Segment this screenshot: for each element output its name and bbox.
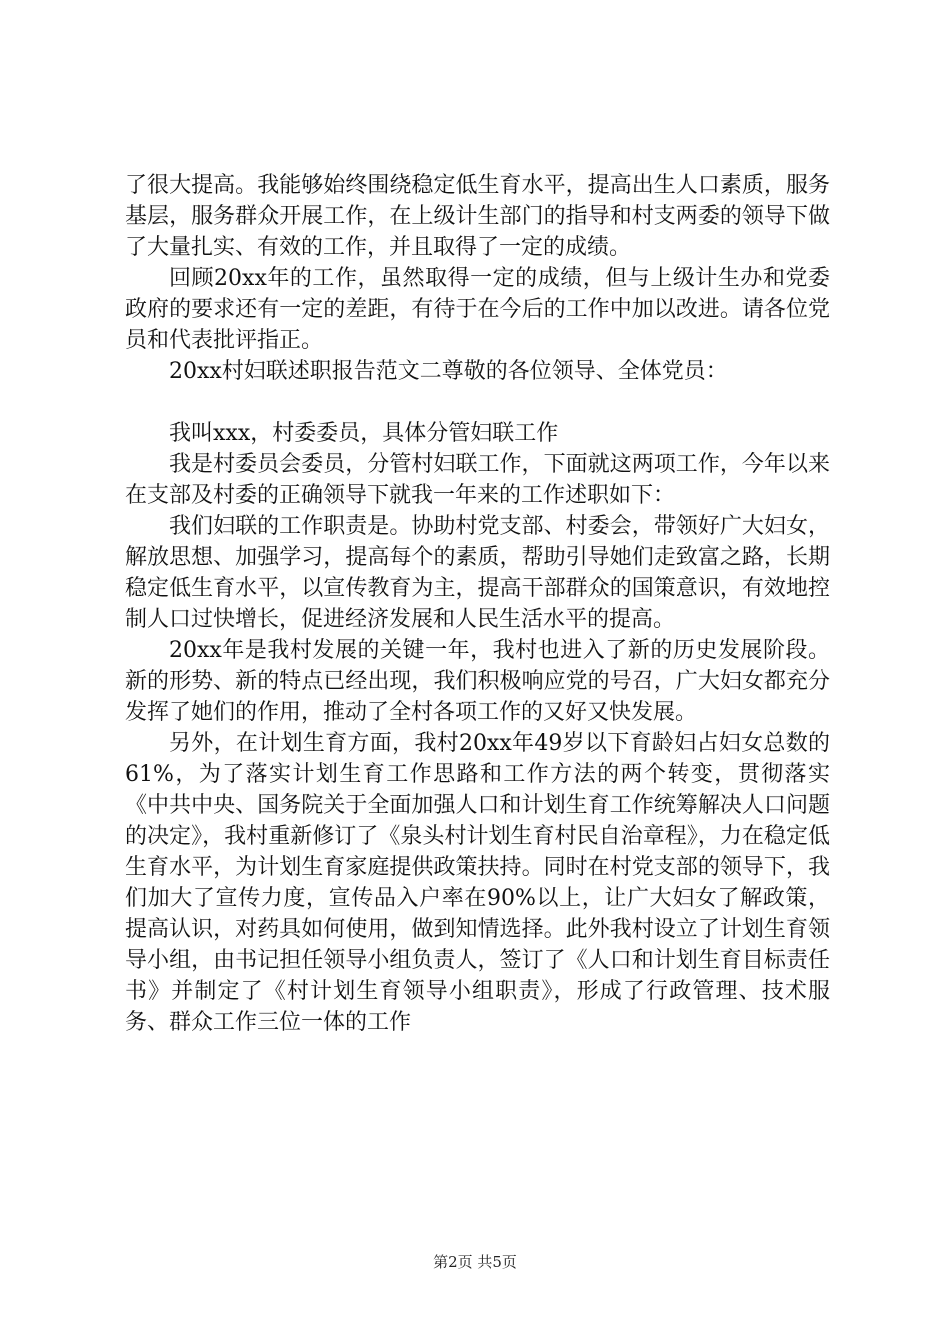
paragraph-self-intro: 我叫xxx，村委委员，具体分管妇联工作: [169, 421, 559, 446]
paragraph-family-planning: 另外，在计划生育方面，我村20xx年49岁以下育龄妇占妇女总数的61%，为了落实计划生育工作思路和工作方法的两个转变，贯彻落实《中共中央、国务院关于全面加强人口和计划生育工作统筹解决人口问题的决定》，我村重新修订了《泉头村计划生育村民自治章程》，力在稳定低生育水平，为计划生育家庭提供政策扶持。同时在村党支部的领导下，我们加大了宣传力度，宣传品入户率在90%以上，让广大妇女了解政策，提高认识，对药具如何使用，做到知情选择。此外我村设立了计划生育领导小组，由书记担任领导小组负责人，签订了《人口和计划生育目标责任书》并制定了《村计划生育领导小组职责》，形成了行政管理、技术服务、群众工作三位一体的工作: [125, 731, 830, 1035]
paragraph-duties: 我们妇联的工作职责是。协助村党支部、村委会，带领好广大妇女，解放思想、加强学习，提高每个的素质，帮助引导她们走致富之路，长期稳定低生育水平，以宣传教育为主，提高干部群众的国策意识，有效地控制人口过快增长，促进经济发展和人民生活水平的提高。: [125, 514, 830, 632]
page-footer: [0, 1252, 950, 1272]
paragraph-continuation: 了很大提高。我能够始终围绕稳定低生育水平，提高出生人口素质，服务基层，服务群众开展工作，在上级计生部门的指导和村支两委的领导下做了大量扎实、有效的工作，并且取得了一定的成绩。: [125, 173, 830, 260]
paragraph-development: 20xx年是我村发展的关键一年，我村也进入了新的历史发展阶段。新的形势、新的特点已经出现，我们积极响应党的号召，广大妇女都充分发挥了她们的作用，推动了全村各项工作的又好又快发展。: [125, 638, 830, 725]
document-body: [125, 170, 830, 1038]
paragraph-review: 回顾20xx年的工作，虽然取得一定的成绩，但与上级计生办和党委政府的要求还有一定的差距，有待于在今后的工作中加以改进。请各位党员和代表批评指正。: [125, 266, 830, 353]
page-number: 第2页 共5页: [433, 1253, 517, 1271]
paragraph-intro: 我是村委员会委员，分管村妇联工作，下面就这两项工作，今年以来在支部及村委的正确领导下就我一年来的工作述职如下：: [125, 452, 830, 508]
paragraph-report-title: 20xx村妇联述职报告范文二尊敬的各位领导、全体党员：: [169, 359, 728, 384]
